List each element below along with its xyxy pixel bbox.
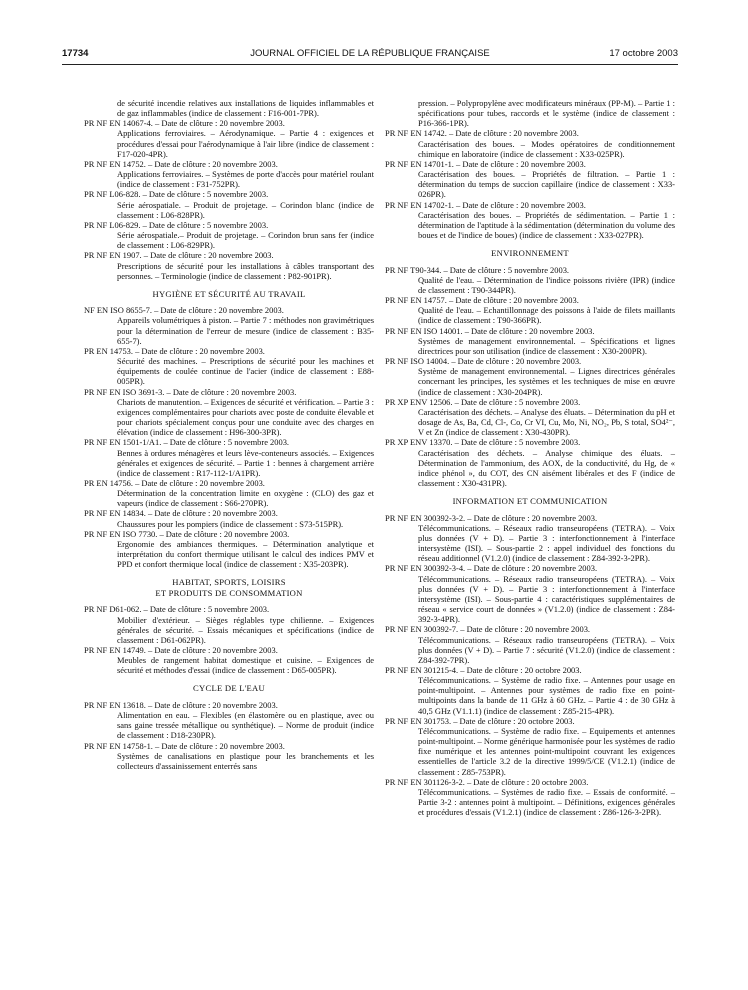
entry-reference: PR NF L06-828. – Date de clôture : 5 novembre 2003. [84,189,269,200]
standard-entry [84,478,374,508]
entry-reference: NF EN ISO 8655-7. – Date de clôture : 20 novembre 2003. [84,305,284,316]
standard-entry [84,437,374,478]
entries-group [84,118,374,281]
entry-reference: PR NF D61-062. – Date de clôture : 5 novembre 2003. [84,604,270,615]
entry-reference: PR NF EN 301753. – Date de clôture : 20 octobre 2003. [385,715,575,726]
entry-description: Télécommunications. – Système de radio fixe. – Equipements et antennes point-multipoint. – Norme générique harmonisée pour les systèmes de radio fixe numérique et les antennes point-multipoint couvrant les exigences essentielles de l'article 3.2 de la directive 1999/5/CE (V1.2.1) (indice de classement : Z85-753PR). [418,725,675,777]
standard-entry [84,700,374,741]
entry-reference: PR NF EN 14834. – Date de clôture : 20 novembre 2003. [84,508,278,519]
entry-description: Série aérospatiale. – Produit de projetage. – Corindon blanc (indice de classement : L06-828PR). [117,199,374,220]
right-column [385,98,675,817]
entry-description: Caractérisation des boues. – Propriétés de sédimentation. – Partie 1 : détermination de l'aptitude à la sédimentation (détermination du volume des boues et de l'indice de boues) (indice de classement : X33-027PR). [418,209,675,241]
standard-entry [84,741,374,771]
entry-description: Qualité de l'eau. – Echantillonnage des poissons à l'aide de filets maillants (indice de classement : T90-366PR). [418,305,675,326]
standard-entry [385,665,675,716]
entry-reference: PR NF EN ISO 14001. – Date de clôture : 20 novembre 2003. [385,325,595,336]
entry-reference: PR NF EN 14742. – Date de clôture : 20 novembre 2003. [385,128,579,139]
entry-reference: PR NF EN 14067-4. – Date de clôture : 20 novembre 2003. [84,118,285,129]
entry-description: Ergonomie des ambiances thermiques. – Détermination analytique et interprétation du confort thermique utilisant le calcul des indices PMV et PPD et confort thermique local (indice de classement : X35-203PR). [117,538,374,570]
entry-reference: PR XP ENV 13370. – Date de clôture : 5 novembre 2003. [385,437,581,448]
entries-group [84,700,374,771]
entry-description: Détermination de la concentration limite en oxygène : (CLO) des gaz et vapeurs (indice de classement : S66-270PR). [117,488,374,509]
entry-reference: PR NF EN 14757. – Date de clôture : 20 novembre 2003. [385,295,579,306]
entry-description: Meubles de rangement habitat domestique et cuisine. – Exigences de sécurité et méthodes d'essai (indice de classement : D65-005PR). [117,655,374,676]
standard-entry [385,200,675,241]
issue-date: 17 octobre 2003 [609,48,678,59]
entry-reference: PR NF EN 300392-3-2. – Date de clôture : 20 novembre 2003. [385,512,598,523]
entry-reference: PR NF EN ISO 3691-3. – Date de clôture : 20 novembre 2003. [84,386,297,397]
standard-entry [385,265,675,295]
entry-description: Appareils volumétriques à piston. – Partie 7 : méthodes non gravimétriques pour la détermination de l'erreur de mesure (indice de classement : B35-655-7). [117,315,374,346]
standard-entry [84,220,374,250]
entry-description: Caractérisation des déchets. – Analyse des éluats. – Détermination du pH et dosage de As, Ba, Cd, Cl-, Co, Cr VI, Cu, Mo, Ni, NO₂, Pb, S total, SO4²⁻, V et Zn (indice de classement : X30-430PR). [418,406,675,438]
entry-reference: PR EN 14753. – Date de clôture : 20 novembre 2003. [84,345,265,356]
entry-reference: PR NF L06-829. – Date de clôture : 5 novembre 2003. [84,219,269,230]
section-heading: CYCLE DE L'EAU [193,683,265,694]
entry-reference: PR NF EN 301126-3-2. – Date de clôture : 20 octobre 2003. [385,776,589,787]
entry-description: Sécurité des machines. – Prescriptions de sécurité pour les machines et équipements de coulée continue de l'acier (indice de classement : E88-005PR). [117,356,374,387]
page-number: 17734 [62,48,89,59]
entry-reference: PR NF EN 300392-7. – Date de clôture : 20 novembre 2003. [385,624,591,635]
standard-entry [385,777,675,818]
entry-reference: PR NF EN 1501-1/A1. – Date de clôture : 5 novembre 2003. [84,437,290,448]
entry-description: Qualité de l'eau. – Détermination de l'indice poissons rivière (IPR) (indice de classement : T90-344PR). [418,274,675,295]
standard-entry [385,437,675,488]
entry-reference: PR NF EN 14702-1. – Date de clôture : 20 novembre 2003. [385,199,586,210]
standard-entry [385,397,675,438]
entries-group [385,513,675,818]
standard-entry [84,118,374,159]
section-heading: HYGIÈNE ET SÉCURITÉ AU TRAVAIL [152,288,306,299]
standard-entry [385,326,675,356]
entry-description: Télécommunications. – Réseaux radio transeuropéens (TETRA). – Voix plus données (V + D). – Partie 3 : interfonctionnement à l'interface intersystème (ISI). – Sous-partie 4 : caractéristiques supplémentaires de réseau « service court de données » (V1.2.0) (indice de classement : Z84-392-3-4PR). [418,573,675,625]
entry-description: Télécommunications. – Systèmes de radio fixe. – Essais de conformité. – Partie 3-2 : antennes point à multipoint. – Définitions, exigences générales et procédures d'essais (V1.2.1) (indice de classement : Z86-126-3-2PR). [418,786,675,818]
entry-description: Systèmes de management environnemental. – Spécifications et lignes directrices pour son utilisation (indice de classement : X30-200PR). [418,335,675,356]
standard-entry [84,250,374,280]
entries-group [84,305,374,569]
entry-description: Caractérisation des déchets. – Analyse chimique des éluats. – Détermination de l'ammonium, des AOX, de la conductivité, du Hg, de « indice phénol », du COT, des CN aisément libérales et des F (indice de classement : X30-431PR). [418,447,675,488]
entry-description: Mobilier d'extérieur. – Sièges réglables type chilienne. – Exigences générales de sécurité. – Essais mécaniques et spécifications (indice de classement : D61-062PR). [117,614,374,645]
entry-description: Système de management environnemental. – Lignes directrices générales concernant les principes, les systèmes et les techniques de mise en œuvre (indice de classement : X30-204PR). [418,366,675,397]
entry-reference: PR NF EN 301215-4. – Date de clôture : 20 octobre 2003. [385,664,582,675]
section-heading: ENVIRONNEMENT [491,248,569,259]
standard-entry [84,387,374,438]
entries-group [84,604,374,675]
standard-entry [84,529,374,570]
standard-entry [385,563,675,624]
entry-reference: PR NF EN 14752. – Date de clôture : 20 novembre 2003. [84,158,278,169]
standard-entry [385,513,675,564]
continued-text: pression. – Polypropylène avec modificateurs minéraux (PP-M). – Partie 1 : spécifications pour tubes, raccords et le système (indice de classement : P16-366-1PR). [418,98,675,129]
entries-group [385,128,675,240]
entry-description: Bennes à ordures ménagères et leurs lève-conteneurs associés. – Exigences générales et exigences de sécurité. – Partie 1 : bennes à chargement arrière (indice de classement : R17-112-1/A1PR). [117,447,374,478]
entry-description: Systèmes de canalisations en plastique pour les branchements et les collecteurs d'assainissement enterrés sans [117,750,374,771]
standard-entry [385,624,675,665]
entry-reference: PR NF ISO 14004. – Date de clôture : 20 novembre 2003. [385,356,582,367]
standard-entry [84,508,374,528]
entry-reference: PR NF T90-344. – Date de clôture : 5 novembre 2003. [385,264,570,275]
section-heading [84,577,374,598]
standard-entry [84,159,374,189]
entry-description: Chaussures pour les pompiers (indice de classement : S73-515PR). [117,518,344,529]
standard-entry [84,305,374,346]
section-heading: INFORMATION ET COMMUNICATION [452,496,608,507]
entries-group [385,265,675,488]
entry-reference: PR NF EN 13618. – Date de clôture : 20 novembre 2003. [84,699,278,710]
standard-entry [385,128,675,158]
journal-title: JOURNAL OFFICIEL DE LA RÉPUBLIQUE FRANÇAISE [250,48,490,59]
section-heading-line: HABITAT, SPORTS, LOISIRS [172,577,286,588]
standard-entry [84,189,374,219]
entry-reference: PR NF EN 14758-1. – Date de clôture : 20 novembre 2003. [84,740,285,751]
left-column [84,98,374,771]
entry-description: Série aérospatiale.– Produit de projetage. – Corindon brun sans fer (indice de classement : L06-829PR). [117,230,374,251]
page-header [62,48,678,65]
standard-entry [385,356,675,397]
entry-reference: PR NF EN ISO 7730. – Date de clôture : 20 novembre 2003. [84,528,290,539]
entry-description: Chariots de manutention. – Exigences de sécurité et vérification. – Partie 3 : exigences complémentaires pour chariots avec poste de conduite élevable et pour chariots spécialement conçus pour une conduite avec des charges en élévation (indice de classement : H96-300-3PR). [117,396,374,438]
entry-description: Caractérisation des boues. – Modes opératoires de conditionnement chimique en laboratoire (indice de classement : X33-025PR). [418,138,675,159]
section-heading-line: ET PRODUITS DE CONSOMMATION [155,587,303,598]
entry-description: Prescriptions de sécurité pour les installations à câbles transportant des personnes. – Terminologie (indice de classement : P82-901PR). [117,260,374,281]
standard-entry [385,716,675,777]
entry-reference: PR EN 14756. – Date de clôture : 20 novembre 2003. [84,477,265,488]
standard-entry [84,604,374,645]
standard-entry [84,346,374,387]
entry-reference: PR NF EN 300392-3-4. – Date de clôture : 20 novembre 2003. [385,563,598,574]
entry-reference: PR NF EN 1907. – Date de clôture : 20 novembre 2003. [84,250,274,261]
entry-reference: PR XP ENV 12506. – Date de clôture : 5 novembre 2003. [385,396,581,407]
entry-reference: PR NF EN 14749. – Date de clôture : 20 novembre 2003. [84,645,278,655]
entry-description: Télécommunications. – Réseaux radio transeuropéens (TETRA). – Voix plus données (V + D). – Partie 7 : sécurité (V1.2.0) (indice de classement : Z84-392-7PR). [418,634,675,665]
standard-entry [84,645,374,675]
standard-entry [385,159,675,200]
entry-description: Applications ferroviaires. – Aérodynamique. – Partie 4 : exigences et procédures d'essai pour l'aérodynamique à l'air libre (indice de classement : F17-020-4PR). [117,128,374,159]
entry-reference: PR NF EN 14701-1. – Date de clôture : 20 novembre 2003. [385,158,586,169]
entry-description: Alimentation en eau. – Flexibles (en élastomère ou en plastique, avec ou sans gaine tressée métallique ou synthétique). – Norme de produit (indice de classement : D18-230PR). [117,710,374,741]
entry-description: Télécommunications. – Système de radio fixe. – Antennes pour usage en point-multipoint. – Antennes pour systèmes de radio fixe en point-multipoints dans la bande de 11 GHz à 60 GHz. – Partie 4 : de 30 GHz à 40,5 GHz (V1.1.1) (indice de classement : Z85-215-4PR). [418,675,675,716]
standard-entry [385,295,675,325]
entry-description: Applications ferroviaires. – Systèmes de porte d'accès pour matériel roulant (indice de classement : F31-752PR). [117,169,374,190]
continued-text: de sécurité incendie relatives aux installations de liquides inflammables et de gaz inflammables (indice de classement : F16-001-7PR). [117,98,374,119]
entry-description: Caractérisation des boues. – Propriétés de filtration. – Partie 1 : détermination du temps de succion capillaire (indice de classement : X33-026PR). [418,169,675,200]
entry-description: Télécommunications. – Réseaux radio transeuropéens (TETRA). – Voix plus données (V + D). – Partie 3 : interfonctionnement à l'interface intersystème (ISI). – Sous-partie 2 : appel individuel des fonctions du réseau additionnel (V1.2.0) (indice de classement : Z84-392-3-2PR). [418,522,675,564]
